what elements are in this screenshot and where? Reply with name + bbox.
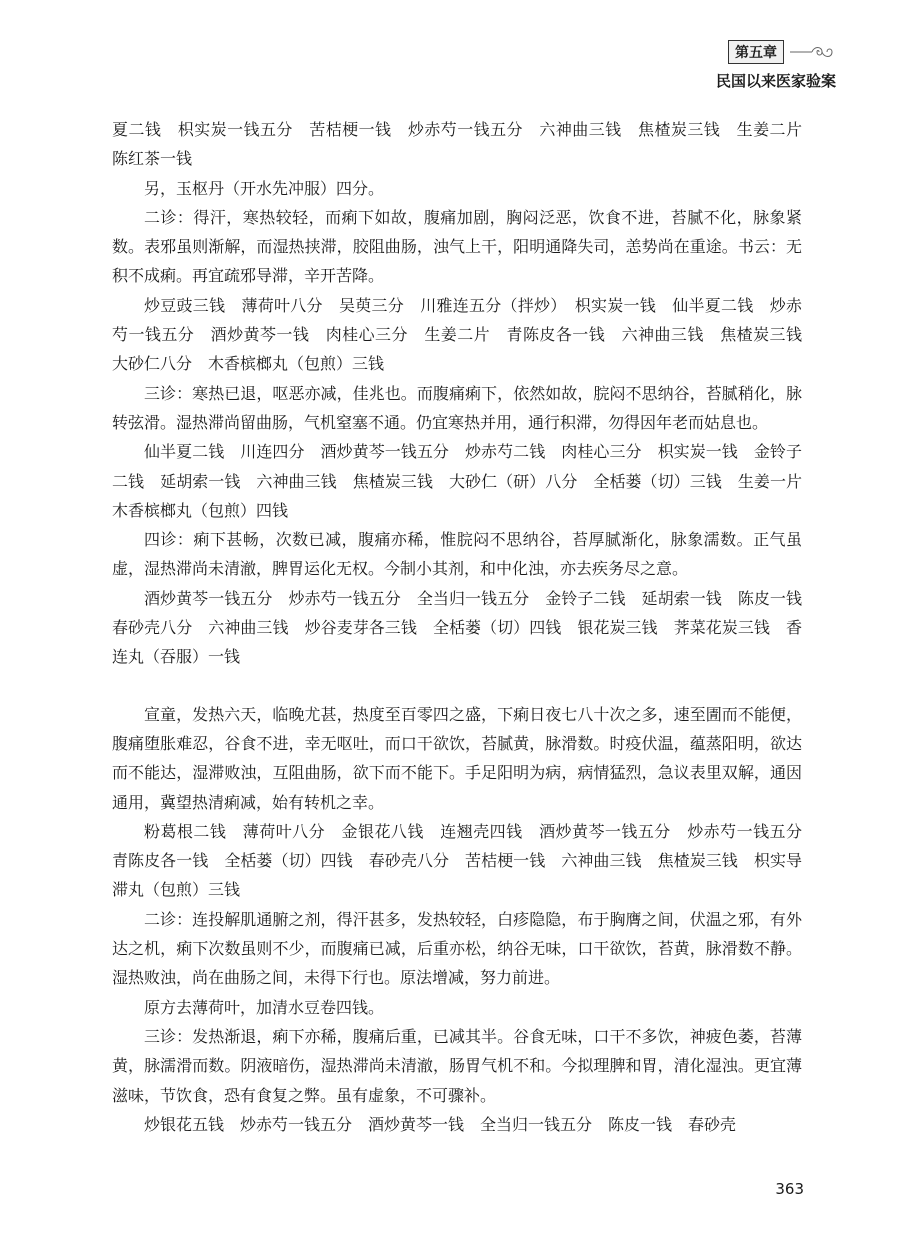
paragraph: 夏二钱 枳实炭一钱五分 苦桔梗一钱 炒赤芍一钱五分 六神曲三钱 焦楂炭三钱 生姜二片 陈红茶一钱 xyxy=(112,120,819,169)
paragraph: 三诊：寒热已退，呕恶亦减，佳兆也。而腹痛痢下，依然如故，脘闷不思纳谷，苔腻稍化，脉转弦滑。湿热滞尚留曲肠，气机窒塞不通。仍宜寒热并用，通行积滞，勿得因年老而姑息也。 xyxy=(112,383,802,432)
paragraph: 炒豆豉三钱 薄荷叶八分 吴萸三分 川雅连五分（拌炒） 枳实炭一钱 仙半夏二钱 炒赤芍一钱五分 酒炒黄芩一钱 肉桂心三分 生姜二片 青陈皮各一钱 六神曲三钱 焦楂炭三钱 大砂仁八分 木香槟榔丸（包煎）三钱 xyxy=(112,295,819,374)
paragraph: 原方去薄荷叶，加清水豆卷四钱。 xyxy=(144,997,385,1017)
paragraph: 宣童，发热六天，临晚尤甚，热度至百零四之盛，下痢日夜七八十次之多，速至圊而不能便，腹痛堕胀难忍，谷食不进，幸无呕吐，而口干欲饮，苔腻黄，脉滑数。时疫伏温，蕴蒸阳明，欲达而不能达，湿滞败浊，互阻曲肠，欲下而不能下。手足阳明为病，病情猛烈，急议表里双解，通因通用，冀望热清痢减，始有转机之幸。 xyxy=(112,704,802,812)
scroll-ornament-icon xyxy=(788,45,836,59)
running-header xyxy=(716,40,836,91)
paragraph: 二诊：得汗，寒热较轻，而痢下如故，腹痛加剧，胸闷泛恶，饮食不进，苔腻不化，脉象紧数。表邪虽则渐解，而湿热挟滞，胶阻曲肠，浊气上干，阳明通降失司，恙势尚在重途。书云：无积不成痢。再宜疏邪导滞，辛开苦降。 xyxy=(112,207,802,286)
page-number: 363 xyxy=(775,1180,804,1198)
paragraph: 炒银花五钱 炒赤芍一钱五分 酒炒黄芩一钱 全当归一钱五分 陈皮一钱 春砂壳 xyxy=(144,1114,737,1134)
paragraph: 四诊：痢下甚畅，次数已减，腹痛亦稀，惟脘闷不思纳谷，苔厚腻渐化，脉象濡数。正气虽虚，湿热滞尚未清澈，脾胃运化无权。今制小其剂，和中化浊，亦去疾务尽之意。 xyxy=(112,530,802,579)
page-body xyxy=(112,115,819,1139)
chapter-label: 第五章 xyxy=(728,40,784,64)
section-subtitle: 民国以来医家验案 xyxy=(715,72,836,90)
chapter-row xyxy=(716,40,836,64)
paragraph: 酒炒黄芩一钱五分 炒赤芍一钱五分 全当归一钱五分 金铃子二钱 延胡索一钱 陈皮一钱 春砂壳八分 六神曲三钱 炒谷麦芽各三钱 全栝蒌（切）四钱 银花炭三钱 荠菜花炭三钱 香连丸（吞服）一钱 xyxy=(112,588,819,667)
paragraph: 另，玉枢丹（开水先冲服）四分。 xyxy=(144,178,385,198)
paragraph: 仙半夏二钱 川连四分 酒炒黄芩一钱五分 炒赤芍二钱 肉桂心三分 枳实炭一钱 金铃子二钱 延胡索一钱 六神曲三钱 焦楂炭三钱 大砂仁（研）八分 全栝蒌（切）三钱 生姜一片 木香槟榔丸（包煎）四钱 xyxy=(112,442,819,520)
paragraph: 三诊：发热渐退，痢下亦稀，腹痛后重，已减其半。谷食无味，口干不多饮，神疲色萎，苔薄黄，脉濡滑而数。阴液暗伤，湿热滞尚未清澈，肠胃气机不和。今拟理脾和胃，清化湿浊。更宜薄滋味，节饮食，恐有食复之弊。虽有虚象，不可骤补。 xyxy=(112,1026,802,1105)
paragraph: 二诊：连投解肌通腑之剂，得汗甚多，发热较轻，白疹隐隐，布于胸膺之间，伏温之邪，有外达之机，痢下次数虽则不少，而腹痛已减，后重亦松，纳谷无味，口干欲饮，苔黄，脉滑数不静。湿热败浊，尚在曲肠之间，未得下行也。原法增减，努力前进。 xyxy=(112,909,802,988)
paragraph: 粉葛根二钱 薄荷叶八分 金银花八钱 连翘壳四钱 酒炒黄芩一钱五分 炒赤芍一钱五分 青陈皮各一钱 全栝蒌（切）四钱 春砂壳八分 苦桔梗一钱 六神曲三钱 焦楂炭三钱 枳实导滞丸（包煎）三钱 xyxy=(112,821,819,900)
